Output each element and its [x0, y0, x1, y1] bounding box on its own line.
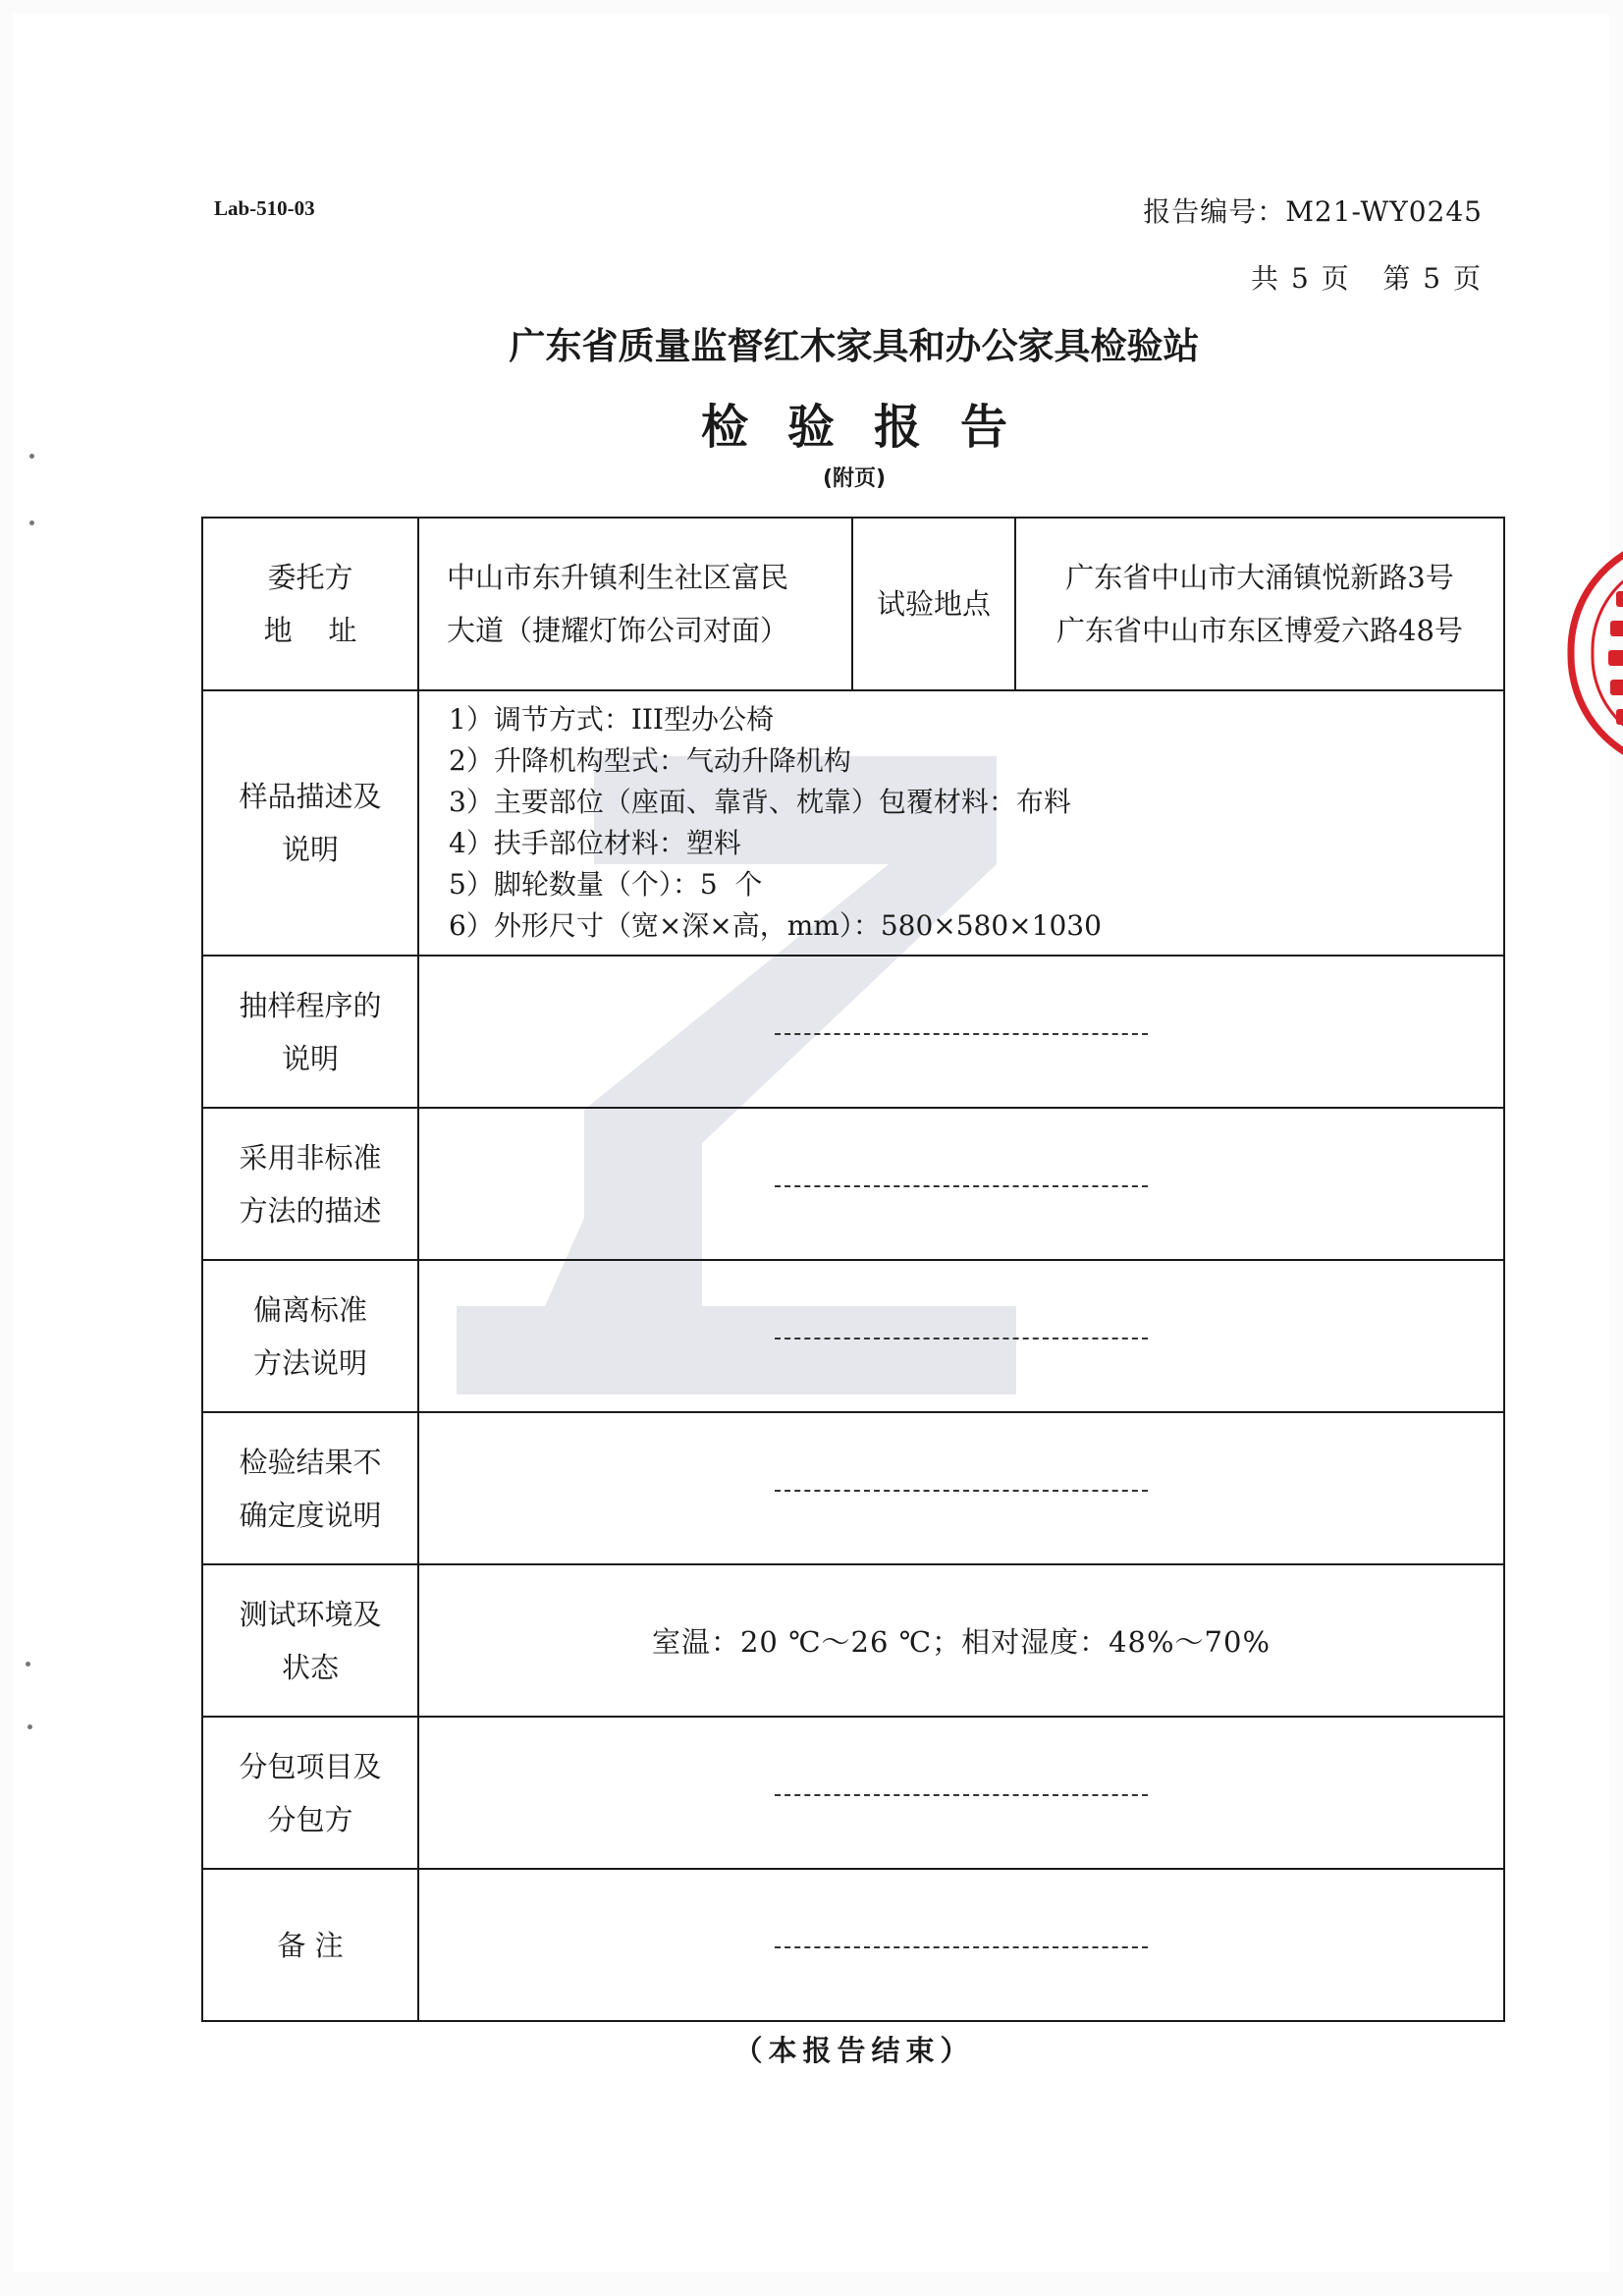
sample-label-line1: 样品描述及 [239, 780, 382, 813]
test-site-line2: 广东省中山市东区博爱六路48号 [1056, 614, 1463, 647]
environment-value: 室温：20 ℃～26 ℃；相对湿度：48%～70% [651, 1625, 1271, 1659]
subcontract-label-line1: 分包项目及 [239, 1749, 382, 1783]
deviation-label-cell [202, 1260, 418, 1412]
seal-text-marks [1608, 591, 1623, 725]
nonstandard-row [202, 1108, 1504, 1260]
empty-dash-line [775, 1338, 1148, 1339]
sampling-label-cell [202, 956, 418, 1108]
uncertainty-value-cell [418, 1412, 1504, 1564]
sample-description-cell [418, 690, 1504, 956]
subcontract-label-cell [202, 1717, 418, 1869]
report-number-label: 报告编号： [1143, 195, 1286, 228]
report-number [1143, 191, 1483, 230]
sampling-value-cell [418, 956, 1504, 1108]
report-number-value: M21-WY0245 [1285, 195, 1483, 228]
client-label-cell [202, 518, 418, 690]
client-label-line2: 地 址 [263, 614, 357, 647]
subcontract-row [202, 1717, 1504, 1869]
lab-code: Lab-510-03 [214, 196, 315, 220]
sample-item: 6）外形尺寸（宽×深×高，mm）：580×580×1030 [449, 909, 1102, 942]
nonstandard-value-cell [418, 1108, 1504, 1260]
environment-value-cell [418, 1564, 1504, 1717]
station-title: 广东省质量监督红木家具和办公家具检验站 [509, 325, 1200, 367]
uncertainty-label-line2: 确定度说明 [239, 1498, 382, 1532]
deviation-row [202, 1260, 1504, 1412]
client-address-cell [418, 518, 852, 690]
subcontract-label-line2: 分包方 [267, 1802, 353, 1836]
environment-label-line1: 测试环境及 [239, 1597, 382, 1631]
page-current: 第 5 页 [1382, 262, 1483, 295]
sample-label-line2: 说明 [281, 833, 339, 866]
environment-label-line2: 状态 [281, 1650, 339, 1684]
client-address-line2: 大道（捷耀灯饰公司对面） [447, 614, 789, 647]
deviation-label-line1: 偏离标准 [252, 1292, 367, 1327]
deviation-label-line2: 方法说明 [252, 1345, 367, 1380]
test-site-label-cell [852, 518, 1015, 690]
remarks-row [202, 1869, 1504, 2021]
client-row [202, 518, 1504, 690]
remarks-label-cell [202, 1869, 418, 2021]
sample-item: 1）调节方式：III型办公椅 [449, 703, 774, 736]
uncertainty-label-line1: 检验结果不 [239, 1445, 382, 1479]
uncertainty-row [202, 1412, 1504, 1564]
nonstandard-label-line2: 方法的描述 [239, 1193, 382, 1228]
appendix-label: (附页) [822, 466, 887, 491]
sample-item: 2）升降机构型式：气动升降机构 [449, 744, 851, 777]
sampling-label-line1: 抽样程序的 [239, 988, 382, 1022]
sampling-label-line2: 说明 [281, 1041, 339, 1075]
nonstandard-label-cell [202, 1108, 418, 1260]
test-site-line1: 广东省中山市大涌镇悦新路3号 [1065, 561, 1454, 594]
sample-item: 4）扶手部位材料：塑料 [449, 827, 741, 859]
end-of-report-note: （本报告结束） [733, 2034, 975, 2067]
remarks-label: 备 注 [277, 1928, 344, 1962]
environment-row [202, 1564, 1504, 1717]
nonstandard-label-line1: 采用非标准 [239, 1140, 382, 1175]
test-site-label: 试验地点 [876, 587, 991, 621]
sample-row [202, 690, 1504, 956]
scan-speck [27, 1724, 32, 1729]
scan-speck [26, 1662, 30, 1667]
subcontract-value-cell [418, 1717, 1504, 1869]
empty-dash-line [775, 1033, 1148, 1035]
sample-item: 3）主要部位（座面、靠背、枕靠）包覆材料：布料 [449, 786, 1071, 818]
page-total: 共 5 页 [1251, 262, 1351, 295]
scan-speck [29, 454, 34, 459]
sample-label-cell [202, 690, 418, 956]
sampling-row [202, 956, 1504, 1108]
scan-speck [29, 520, 34, 525]
inspection-seal [1551, 530, 1623, 776]
empty-dash-line [775, 1946, 1148, 1948]
empty-dash-line [775, 1185, 1148, 1187]
remarks-value-cell [418, 1869, 1504, 2021]
uncertainty-label-cell [202, 1412, 418, 1564]
environment-label-cell [202, 1564, 418, 1717]
deviation-value-cell [418, 1260, 1504, 1412]
test-site-cell [1015, 518, 1504, 690]
sample-item: 5）脚轮数量（个）：5 个 [449, 868, 763, 901]
report-title: 检验报告 [700, 400, 1047, 455]
client-label-line1: 委托方 [267, 561, 353, 594]
empty-dash-line [775, 1794, 1148, 1796]
client-address-line1: 中山市东升镇利生社区富民 [447, 561, 789, 594]
report-table [201, 517, 1505, 2022]
empty-dash-line [775, 1490, 1148, 1492]
page-count [1251, 257, 1483, 297]
